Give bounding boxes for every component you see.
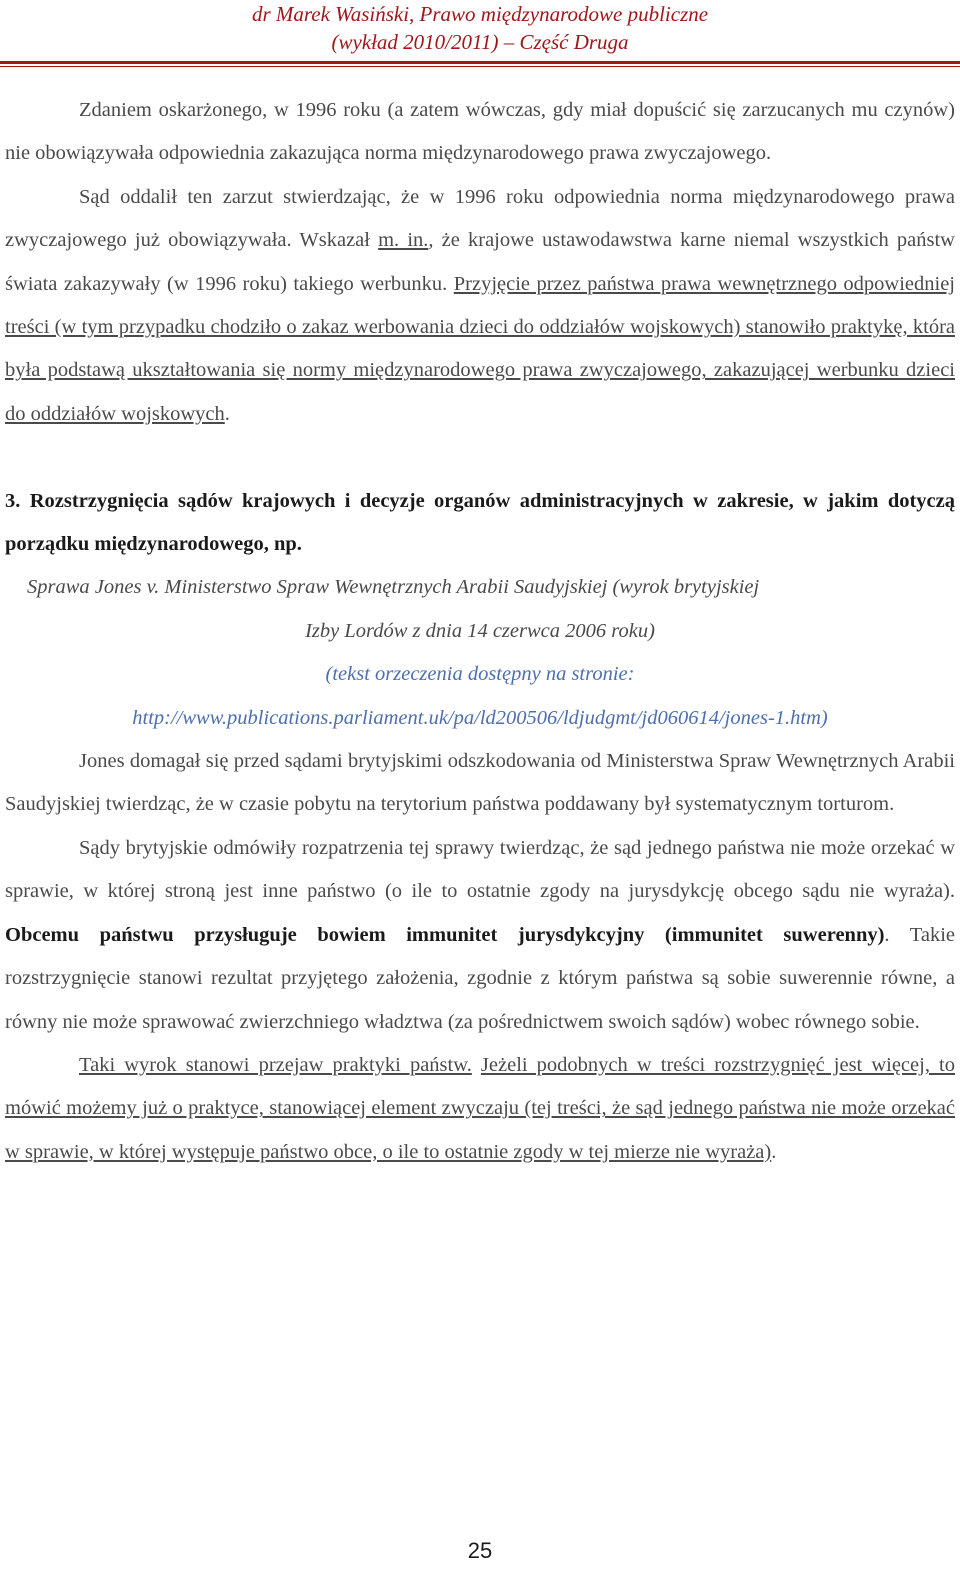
case-source-note: (tekst orzeczenia dostępny na stronie: — [325, 663, 635, 686]
paragraph-court-dismissal — [5, 176, 955, 436]
spacer — [5, 436, 955, 479]
paragraph-text: . — [224, 402, 230, 425]
paragraph-state-practice — [5, 1044, 955, 1174]
page-header — [0, 0, 960, 67]
paragraph-text: Sąd oddalił ten zarzut stwierdzając, że w 1996 roku odpowiednia norma międzynarodowego prawa zwyczajowego już obowiązywała. Wskazał — [5, 185, 955, 252]
paragraph-british-courts — [5, 827, 955, 1044]
paragraph-jones-claim — [5, 740, 955, 827]
underlined-practice-text: Przyjęcie przez państwa prawa wewnętrznego odpowiedniej treści (w tym przypadku chodziło o zakaz werbowania dzieci do oddziałów wojskowych) stanowiło praktykę, która była podstawą ukształtowania się normy międzynarodowego prawa zwyczajowego, zakazującej werbunku dzieci do oddziałów wojskowych — [5, 272, 956, 425]
header-author-title: dr Marek Wasiński, Prawo międzynarodowe publiczne — [251, 2, 709, 26]
underlined-practice-sentence: Taki wyrok stanowi przejaw praktyki państw. — [79, 1053, 472, 1076]
bold-immunity-text: Obcemu państwu przysługuje bowiem immunitet jurysdykcyjny (immunitet suwerenny) — [5, 923, 885, 946]
paragraph-text: . — [771, 1140, 777, 1163]
section-heading-3: 3. Rozstrzygnięcia sądów krajowych i decyzje organów administracyjnych w zakresie, w jakim dotyczą porządku międzynarodowego, np. — [5, 489, 955, 556]
case-title-line2: Izby Lordów z dnia 14 czerwca 2006 roku) — [305, 619, 655, 642]
header-rule-thin — [0, 66, 960, 67]
paragraph-text: Zdaniem oskarżonego, w 1996 roku (a zatem wówczas, gdy miał dopuścić się zarzucanych mu czynów) nie obowiązywała odpowiednia zakazująca norma międzynarodowego prawa zwyczajowego. — [5, 99, 955, 165]
paragraph-text: . Takie rozstrzygnięcie stanowi rezultat przyjętego założenia, zgodnie z którym państwa są sobie suwerennie równe, a równy nie może sprawować zwierzchniego władztwa (za pośrednictwem swoich sądów) wobec równego sobie. — [5, 923, 955, 1033]
paragraph-defendant-claim — [5, 89, 955, 176]
paragraph-text — [472, 1054, 481, 1076]
header-rule-thick — [0, 61, 960, 64]
case-title-line1: Sprawa Jones v. Ministerstwo Spraw Wewnętrznych Arabii Saudyjskiej (wyrok brytyjskiej — [27, 576, 760, 599]
paragraph-text: Jones domagał się przed sądami brytyjskimi odszkodowania od Ministerstwa Spraw Wewnętrznych Arabii Saudyjskiej twierdząc, że w czasie pobytu na terytorium państwa poddawany był systematycznym torturom. — [5, 750, 955, 816]
paragraph-text: Sądy brytyjskie odmówiły rozpatrzenia tej sprawy twierdząc, że sąd jednego państwa nie może orzekać w sprawie, w której stroną jest inne państwo (o ile to ostatnie zgody na jurysdykcję obcego sądu nie wyraża). — [5, 836, 955, 903]
underlined-custom-text: Jeżeli podobnych w treści rozstrzygnięć jest więcej, to mówić możemy już o praktyce, stanowiącej element zwyczaju (tej treści, że sąd jednego państwa nie może orzekać w sprawie, w której występuje państwo obce, o ile to ostatnie zgody w tej mierze nie wyraża) — [5, 1053, 955, 1163]
document-body — [5, 89, 955, 1174]
case-source-url[interactable]: http://www.publications.parliament.uk/pa/ld200506/ldjudgmt/jd060614/jones-1.htm) — [132, 706, 828, 729]
header-lecture-part: (wykład 2010/2011) – Część Druga — [331, 30, 629, 54]
paragraph-text: , że krajowe ustawodawstwa karne niemal wszystkich państw świata zakazywały (w 1996 roku) takiego werbunku. — [5, 229, 955, 295]
page-number: 25 — [467, 1538, 493, 1563]
abbrev-m-in: m. in. — [378, 229, 429, 252]
